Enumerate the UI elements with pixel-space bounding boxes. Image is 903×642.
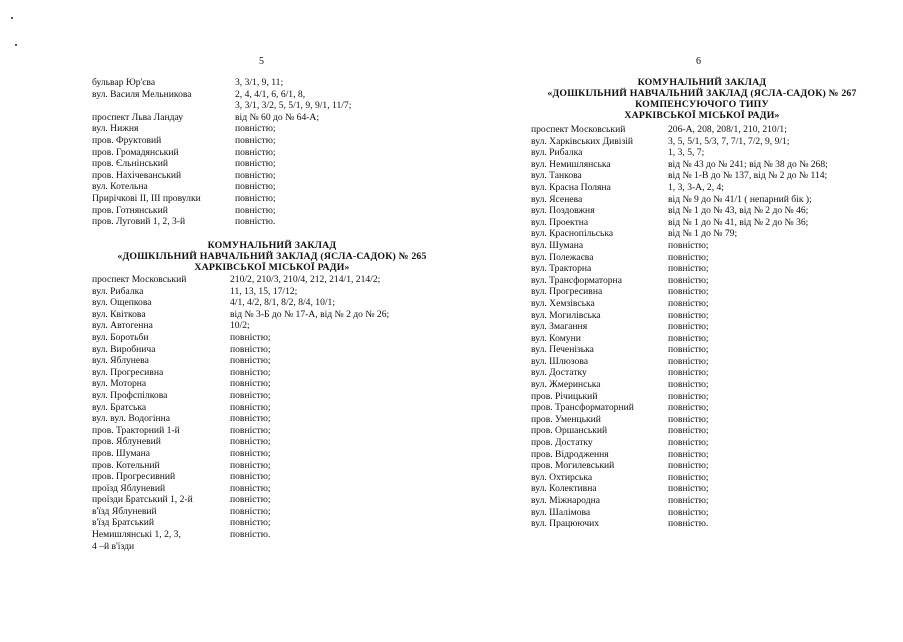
table-row [92, 425, 452, 437]
street-name: пров. Луговий 1, 2, 3-й [92, 216, 186, 228]
table-row [531, 379, 876, 391]
house-numbers: повністю; [668, 355, 709, 367]
house-numbers: повністю; [230, 331, 271, 343]
table-row [92, 170, 452, 182]
street-name: вул. Охтирська [531, 471, 593, 483]
house-numbers: повністю; [668, 321, 709, 333]
house-numbers: 11, 13, 15, 17/12; [230, 285, 298, 297]
house-numbers: повністю. [230, 529, 271, 541]
table-row [92, 216, 452, 228]
house-numbers: повністю; [668, 402, 709, 414]
table-row [92, 448, 452, 460]
table-row [531, 286, 876, 298]
table-row [92, 378, 452, 390]
house-numbers: 10/2; [230, 320, 250, 332]
street-name: вул. Проектна [531, 216, 589, 228]
house-numbers: повністю; [668, 379, 709, 391]
house-numbers: повністю; [235, 123, 276, 135]
table-row [92, 286, 452, 298]
house-numbers: повністю; [668, 506, 709, 518]
street-name: пров. Річицький [531, 390, 598, 402]
street-name: пров. Шумана [92, 447, 151, 459]
street-name: Прирічкові II, III провулки [92, 192, 201, 204]
street-name: вул. Прогресивна [92, 366, 164, 378]
house-numbers: повністю; [668, 448, 709, 460]
table-row [531, 136, 876, 148]
house-numbers: повністю; [668, 274, 709, 286]
table-row [531, 205, 876, 217]
table-row [531, 449, 876, 461]
table-row [92, 205, 452, 217]
left-page-number: 5 [259, 56, 264, 67]
table-row [92, 413, 452, 425]
right-page-number: 6 [696, 56, 701, 67]
table-row [92, 274, 452, 286]
house-numbers: повністю; [668, 309, 709, 321]
table-row [92, 402, 452, 414]
street-name: проспект Московський [92, 274, 187, 285]
house-numbers: повністю; [668, 390, 709, 402]
right-section-heading [527, 77, 877, 121]
heading-line: КОМУНАЛЬНИЙ ЗАКЛАД [207, 240, 337, 251]
table-row [531, 425, 876, 437]
house-numbers: 1, 3, 3-А, 2, 4; [668, 181, 724, 193]
house-numbers: повністю; [230, 505, 271, 517]
table-row [92, 541, 452, 553]
street-name: вул. Ясенева [531, 193, 583, 205]
right-section-list [531, 124, 876, 530]
house-numbers: повністю; [668, 425, 709, 437]
street-name: вул. Печенізька [531, 344, 594, 356]
house-numbers: від № 43 до № 241; від № 38 до № 268; [668, 158, 828, 170]
street-name: вул. Василя Мельникова [92, 88, 192, 100]
street-name: вул. Моторна [92, 378, 147, 390]
table-row [531, 263, 876, 275]
house-numbers: повністю; [230, 355, 271, 367]
table-row [92, 181, 452, 193]
street-name: вул. Міжнародна [531, 495, 600, 506]
table-row [531, 356, 876, 368]
street-name: вул. Змагання [531, 321, 588, 333]
street-name: вул. Немишлянська [531, 158, 611, 170]
table-row [92, 193, 452, 205]
house-numbers: повністю; [230, 494, 271, 506]
street-name: вул. Харківських Дивізій [531, 135, 634, 147]
heading-line: ХАРКІВСЬКОЇ МІСЬКОЇ РАДИ» [624, 110, 780, 121]
house-numbers: повністю; [235, 158, 276, 170]
street-name: вул. Працюючих [531, 518, 600, 530]
table-row [531, 495, 876, 507]
house-numbers: повністю; [668, 251, 709, 263]
house-numbers: повністю; [230, 401, 271, 413]
house-numbers: від № 9 до № 41/1 ( непарний бік ); [668, 193, 812, 205]
house-numbers: повністю; [230, 436, 271, 448]
street-name: вул. Поздовжня [531, 205, 595, 217]
table-row [92, 494, 452, 506]
table-row [531, 344, 876, 356]
table-row [531, 228, 876, 240]
house-numbers: від № 60 до № 64-А; [235, 111, 320, 123]
table-row [531, 298, 876, 310]
table-row [92, 123, 452, 135]
street-name: проспект Льва Ландау [92, 111, 184, 123]
house-numbers: 4/1, 4/2, 8/1, 8/2, 8/4, 10/1; [230, 297, 336, 309]
table-row [92, 309, 452, 321]
street-name: вул. Трансформаторна [531, 274, 622, 286]
street-name: пров. Готнянський [92, 204, 168, 216]
street-name: вул. Могилівська [531, 309, 601, 321]
street-name: вул. Профспілкова [92, 389, 168, 401]
street-name: в'їзд Яблуневий [92, 505, 157, 517]
house-numbers: 210/2, 210/3, 210/4, 212, 214/1, 214/2; [230, 274, 381, 285]
house-numbers: повністю; [230, 424, 271, 436]
scan-speck [11, 17, 13, 19]
table-row [531, 170, 876, 182]
table-row [531, 460, 876, 472]
heading-line: КОМУНАЛЬНИЙ ЗАКЛАД [637, 77, 767, 88]
table-row [92, 390, 452, 402]
street-name: пров. Уменцький [531, 413, 601, 425]
street-name: Немишлянські 1, 2, 3, [92, 529, 181, 541]
street-name: пров. Прогресивний [92, 471, 176, 483]
house-numbers: повністю; [230, 447, 271, 459]
table-row [92, 158, 452, 170]
street-name: вул. Колективна [531, 483, 597, 495]
house-numbers: повністю; [230, 378, 271, 390]
street-name: пров. Відродження [531, 448, 609, 460]
table-row [531, 159, 876, 171]
street-name: бульвар Юр'єва [92, 77, 156, 88]
table-row [92, 483, 452, 495]
street-name: вул. Шалімова [531, 506, 591, 518]
street-name: пров. Єльнінський [92, 158, 169, 170]
house-numbers: повністю; [235, 169, 276, 181]
house-numbers: повністю. [668, 518, 709, 530]
table-row [531, 472, 876, 484]
house-numbers: повністю; [668, 437, 709, 449]
table-row [531, 518, 876, 530]
street-name: вул. Танкова [531, 170, 582, 182]
table-row [531, 275, 876, 287]
street-name: вул. Ощепкова [92, 297, 152, 309]
street-name: вул. Виробнича [92, 343, 156, 355]
heading-line: «ДОШКІЛЬНИЙ НАВЧАЛЬНИЙ ЗАКЛАД (ЯСЛА-САДОК) № 267 [547, 88, 857, 99]
heading-line: ХАРКІВСЬКОЇ МІСЬКОЇ РАДИ» [194, 262, 350, 273]
table-row [92, 320, 452, 332]
street-name: вул. Нижня [92, 123, 139, 135]
house-numbers: 3, 3/1, 3/2, 5, 5/1, 9, 9/1, 11/7; [235, 100, 352, 112]
table-row [92, 332, 452, 344]
house-numbers: повністю; [668, 344, 709, 356]
street-name: пров. Нахічеванський [92, 169, 182, 181]
house-numbers: від № 1 до № 41, від № 2 до № 36; [668, 216, 809, 228]
street-name: вул. Рибалка [531, 147, 583, 159]
table-row [531, 310, 876, 322]
house-numbers: повністю; [668, 367, 709, 379]
table-row [531, 507, 876, 519]
street-name: проїзди Братський 1, 2-й [92, 494, 193, 506]
table-row [531, 483, 876, 495]
street-name: вул. Комуни [531, 332, 581, 344]
street-name: вул. Красна Поляна [531, 181, 611, 193]
house-numbers: повністю; [668, 413, 709, 425]
house-numbers: від № 1-В до № 137, від № 2 до № 114; [668, 170, 828, 182]
heading-line: КОМПЕНСУЮЧОГО ТИПУ [635, 99, 769, 110]
house-numbers: 3, 3/1, 9, 11; [235, 77, 284, 88]
table-row [531, 367, 876, 379]
table-row [92, 147, 452, 159]
house-numbers: повністю; [230, 413, 271, 425]
street-name: вул. Достатку [531, 367, 587, 379]
house-numbers: 2, 4, 4/1, 6, 6/1, 8, [235, 88, 306, 100]
street-name: вул. Полежаєва [531, 251, 594, 263]
table-row [531, 437, 876, 449]
table-row [531, 414, 876, 426]
house-numbers: повністю; [668, 483, 709, 495]
street-name: вул. Квіткова [92, 308, 146, 320]
house-numbers: 206-А, 208, 208/1, 210, 210/1; [668, 124, 787, 135]
table-row [531, 217, 876, 229]
street-name: пров. Фруктовий [92, 134, 162, 146]
house-numbers: повністю; [668, 495, 709, 506]
table-row [92, 100, 452, 112]
house-numbers: повністю; [668, 239, 709, 251]
table-row [92, 506, 452, 518]
left-top-list [92, 77, 452, 228]
table-row [92, 135, 452, 147]
street-name: вул. Шумана [531, 239, 584, 251]
table-row [92, 297, 452, 309]
house-numbers: повністю; [230, 389, 271, 401]
house-numbers: від № 1 до № 79; [668, 228, 738, 240]
street-name: проїзд Яблуневий [92, 482, 166, 494]
street-name: вул. Яблунева [92, 355, 149, 367]
table-row [92, 355, 452, 367]
house-numbers: 1, 3, 5, 7; [668, 147, 705, 159]
house-numbers: повністю; [230, 471, 271, 483]
street-name: вул. Рибалка [92, 285, 144, 297]
street-name: вул. Тракторна [531, 263, 592, 275]
table-row [531, 252, 876, 264]
table-row [531, 391, 876, 403]
table-row [531, 321, 876, 333]
left-section-list [92, 274, 452, 552]
house-numbers: повністю; [230, 343, 271, 355]
scan-speck [15, 44, 17, 46]
table-row [92, 89, 452, 101]
street-name: вул. вул. Водогінна [92, 413, 171, 425]
table-row [92, 436, 452, 448]
house-numbers: повністю; [235, 204, 276, 216]
heading-line: «ДОШКІЛЬНИЙ НАВЧАЛЬНИЙ ЗАКЛАД (ЯСЛА-САДОК) № 265 [117, 251, 427, 262]
street-name: проспект Московський [531, 124, 626, 135]
street-name: вул. Автогенна [92, 320, 153, 332]
street-name: вул. Краснопільська [531, 228, 614, 240]
street-name: пров. Могилевський [531, 460, 615, 472]
house-numbers: повністю; [235, 134, 276, 146]
house-numbers: повністю; [668, 471, 709, 483]
table-row [531, 240, 876, 252]
house-numbers: повністю; [235, 146, 276, 158]
table-row [531, 147, 876, 159]
table-row [92, 529, 452, 541]
house-numbers: 3, 5, 5/1, 5/3, 7, 7/1, 7/2, 9, 9/1; [668, 135, 790, 147]
street-name: пров. Громадянський [92, 146, 179, 158]
house-numbers: повністю; [668, 286, 709, 298]
street-name: пров. Тракторний 1-й [92, 424, 180, 436]
house-numbers: повністю; [668, 460, 709, 472]
table-row [531, 124, 876, 136]
street-name: вул. Шлюзова [531, 355, 588, 367]
house-numbers: повністю. [235, 216, 276, 228]
street-name: пров. Достатку [531, 437, 593, 449]
house-numbers: від № 1 до № 43, від № 2 до № 46; [668, 205, 809, 217]
house-numbers: повністю; [235, 192, 276, 204]
street-name: вул. Братська [92, 401, 147, 413]
street-name: 4 –й в'їзди [92, 540, 135, 552]
house-numbers: повністю; [668, 297, 709, 309]
street-name: вул. Котельна [92, 181, 148, 193]
left-section-heading [92, 240, 452, 273]
street-name: пров. Трансформаторний [531, 402, 634, 414]
house-numbers: повністю; [235, 181, 276, 193]
street-name: пров. Яблуневий [92, 436, 161, 448]
house-numbers: повністю; [230, 459, 271, 471]
table-row [92, 344, 452, 356]
street-name: вул. Жмеринська [531, 379, 601, 391]
street-name: пров. Котельний [92, 459, 160, 471]
street-name: вул. Боротьби [92, 331, 149, 343]
street-name: вул. Прогресивна [531, 286, 603, 298]
table-row [531, 333, 876, 345]
house-numbers: повністю; [230, 482, 271, 494]
house-numbers: повністю; [230, 517, 271, 529]
house-numbers: повністю; [230, 366, 271, 378]
table-row [531, 182, 876, 194]
table-row [531, 194, 876, 206]
table-row [92, 460, 452, 472]
table-row [92, 471, 452, 483]
street-name: пров. Оршанський [531, 425, 608, 437]
street-name: вул. Хемзівська [531, 297, 595, 309]
table-row [92, 77, 452, 89]
house-numbers: повністю; [668, 332, 709, 344]
house-numbers: повністю; [668, 263, 709, 275]
table-row [92, 517, 452, 529]
street-name: в'їзд Братський [92, 517, 155, 529]
table-row [92, 367, 452, 379]
table-row [531, 402, 876, 414]
house-numbers: від № 3-Б до № 17-А, від № 2 до № 26; [230, 308, 390, 320]
table-row [92, 112, 452, 124]
